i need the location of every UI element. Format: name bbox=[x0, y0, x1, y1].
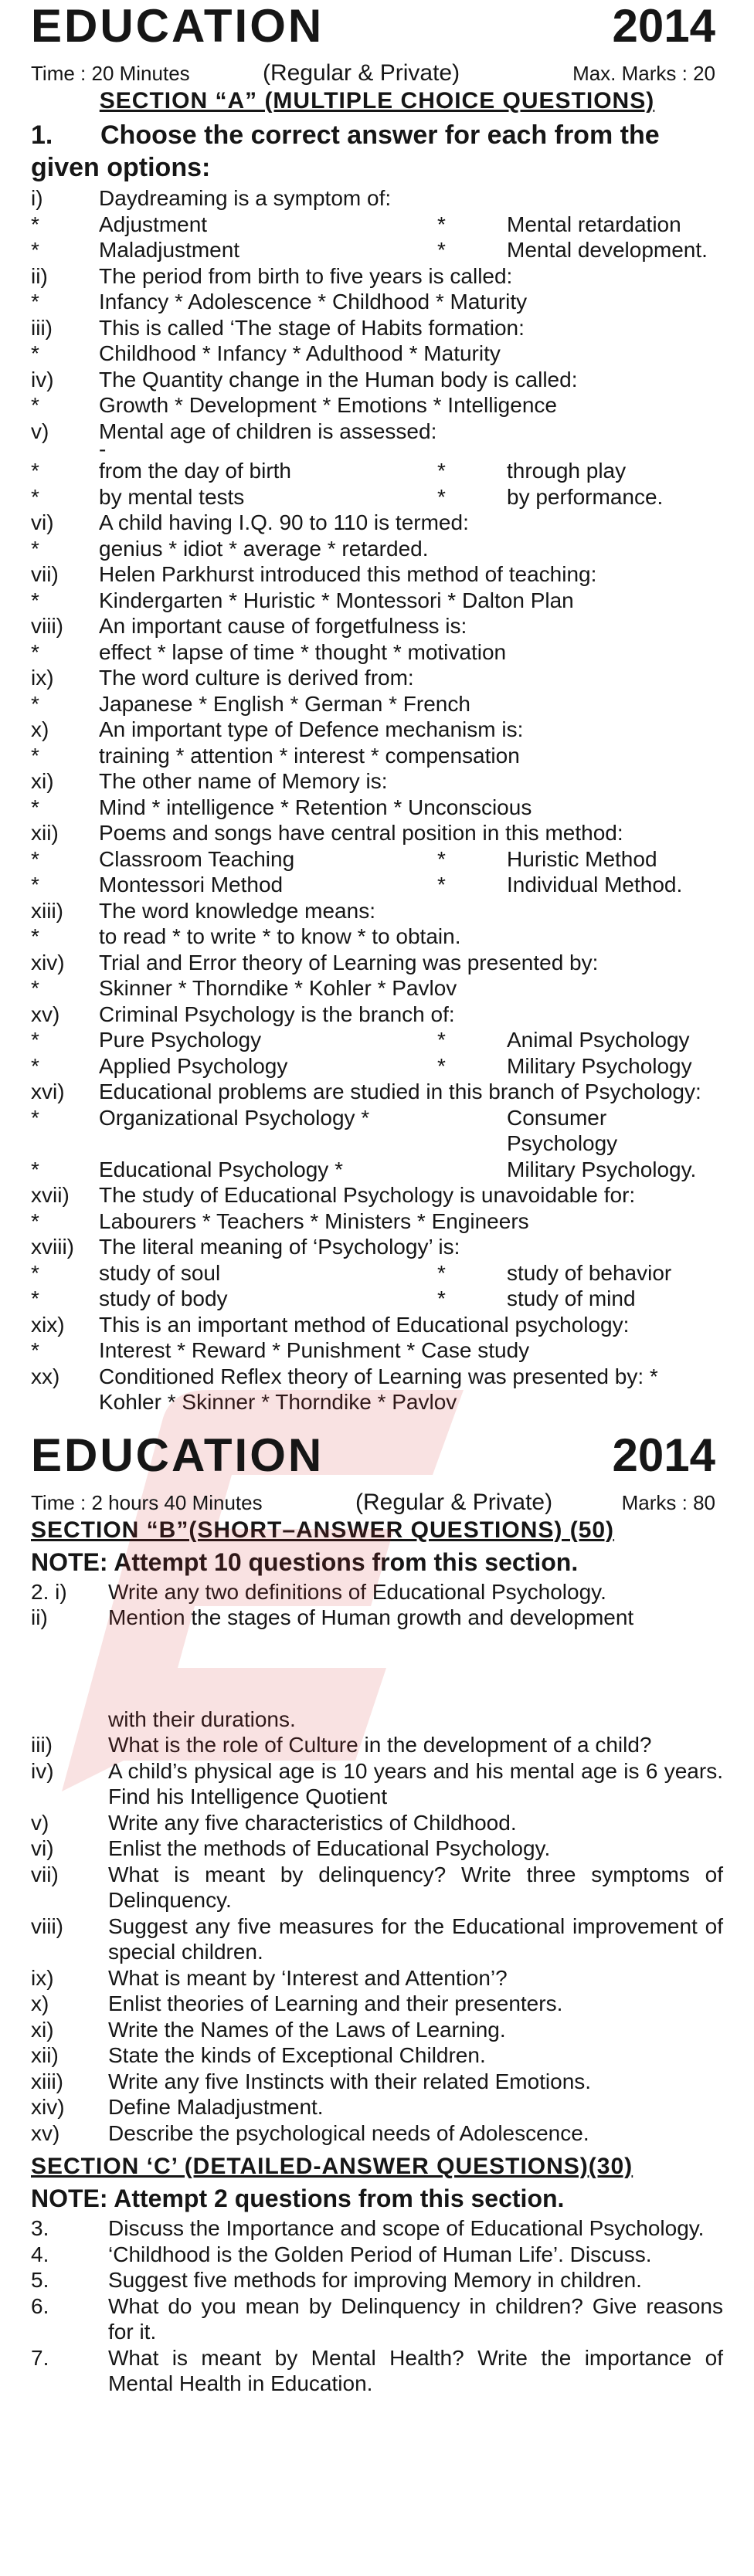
mcq-bullet: * bbox=[31, 743, 39, 768]
short-question bbox=[31, 2094, 723, 2120]
mcq-item-stem: An important type of Defence mechanism is: bbox=[99, 717, 524, 741]
mcq-options: training * attention * interest * compensation bbox=[99, 743, 520, 768]
mcq-item-label: xx) bbox=[31, 1364, 60, 1388]
mcq-bullet-b: * bbox=[437, 846, 446, 871]
question-1-number: 1. bbox=[31, 120, 53, 150]
mcq-bullet-b: * bbox=[437, 1286, 446, 1310]
mcq-options-row bbox=[31, 237, 723, 263]
short-question-label: v) bbox=[31, 1810, 49, 1835]
mcq-bullet: * bbox=[31, 639, 39, 664]
mcq-item bbox=[31, 1079, 723, 1105]
mcq-options-row bbox=[31, 1157, 723, 1183]
mcq-item-stem: An important cause of forgetfulness is: bbox=[99, 614, 467, 638]
mcq-item bbox=[31, 1002, 723, 1028]
mcq-item bbox=[31, 367, 723, 393]
mcq-options-row bbox=[31, 1286, 723, 1312]
short-question bbox=[31, 1732, 723, 1758]
mcq-item-stem: Mental age of children is assessed: bbox=[99, 419, 437, 443]
section-c-note: NOTE: Attempt 2 questions from this section. bbox=[31, 2185, 565, 2212]
short-question-text: Suggest any five measures for the Educational improvement of special children. bbox=[108, 1913, 723, 1964]
mcq-bullet: * bbox=[31, 1208, 39, 1233]
long-question bbox=[31, 2242, 723, 2268]
mcq-item-stem: The study of Educational Psychology is unavoidable for: bbox=[99, 1183, 636, 1207]
mcq-bullet: * bbox=[31, 484, 39, 509]
mcq-option-b: Military Psychology. bbox=[507, 1157, 697, 1181]
mcq-bullet: * bbox=[31, 1157, 39, 1181]
paper2-time: Time : 2 hours 40 Minutes bbox=[31, 1490, 263, 1514]
short-question-text: Write any five Instincts with their related Emotions. bbox=[108, 2069, 592, 2093]
mcq-item-label: i) bbox=[31, 186, 43, 210]
short-question-label: xv) bbox=[31, 2120, 60, 2145]
mcq-bullet: * bbox=[31, 393, 39, 417]
mcq-option-a: Organizational Psychology * bbox=[99, 1105, 370, 1130]
mcq-item bbox=[31, 185, 723, 212]
mcq-item-label: xiii) bbox=[31, 898, 63, 923]
mcq-options: Japanese * English * German * French bbox=[99, 691, 470, 716]
mcq-item bbox=[31, 510, 723, 536]
mcq-item-label: xi) bbox=[31, 769, 54, 793]
long-question bbox=[31, 2293, 723, 2345]
mcq-option-b: study of mind bbox=[507, 1286, 636, 1310]
mcq-item-stem: Daydreaming is a symptom of: bbox=[99, 186, 392, 210]
mcq-bullet: * bbox=[31, 691, 39, 716]
mcq-item bbox=[31, 665, 723, 691]
long-question-label: 4. bbox=[31, 2242, 49, 2266]
mcq-options: Kindergarten * Huristic * Montessori * Dalton Plan bbox=[99, 588, 574, 612]
mcq-item bbox=[31, 419, 723, 445]
mcq-bullet: * bbox=[31, 588, 39, 612]
mcq-bullet: * bbox=[31, 341, 39, 365]
mcq-item-label: xv) bbox=[31, 1002, 60, 1026]
short-question-label: iii) bbox=[31, 1733, 53, 1757]
short-question-text: A child’s physical age is 10 years and his mental age is 6 years. Find his Intelligence Quotient bbox=[108, 1758, 723, 1808]
mcq-item-stem: Criminal Psychology is the branch of: bbox=[99, 1002, 455, 1026]
mcq-item bbox=[31, 950, 723, 976]
short-question-text: Enlist theories of Learning and their presenters. bbox=[108, 1991, 563, 2015]
long-question-label: 7. bbox=[31, 2345, 49, 2370]
mcq-bullet: * bbox=[31, 873, 39, 897]
long-question-text: ‘Childhood is the Golden Period of Human Life’. Discuss. bbox=[108, 2242, 652, 2266]
mcq-item-stem: Conditioned Reflex theory of Learning was presented by: * Kohler * Skinner * Thorndike * Pavlov bbox=[99, 1364, 658, 1414]
mcq-option-a: Classroom Teaching bbox=[99, 846, 295, 871]
section-c-heading: SECTION ‘C’ (DETAILED-ANSWER QUESTIONS)(30) bbox=[31, 2154, 633, 2179]
short-question-label: viii) bbox=[31, 1913, 63, 1938]
mcq-bullet-b bbox=[437, 1105, 507, 1157]
mcq-options-row bbox=[31, 924, 723, 950]
mcq-bullet: * bbox=[31, 290, 39, 314]
short-question bbox=[31, 2069, 723, 2095]
mcq-options-row bbox=[31, 1053, 723, 1080]
mcq-options: Childhood * Infancy * Adulthood * Maturity bbox=[99, 341, 501, 365]
long-question bbox=[31, 2345, 723, 2397]
mcq-option-b: through play bbox=[507, 459, 627, 483]
short-question-label: xi) bbox=[31, 2017, 54, 2042]
mcq-item bbox=[31, 1182, 723, 1208]
mcq-item-stem: The Quantity change in the Human body is called: bbox=[99, 367, 578, 391]
mcq-bullet: * bbox=[31, 459, 39, 483]
mcq-options-row bbox=[31, 289, 723, 315]
short-question bbox=[31, 1810, 723, 1836]
mcq-options-row bbox=[31, 691, 723, 717]
mcq-options-row bbox=[31, 743, 723, 769]
mcq-option-a: study of body bbox=[99, 1286, 228, 1310]
short-question-label: iv) bbox=[31, 1758, 54, 1783]
mcq-item-stem: The literal meaning of ‘Psychology’ is: bbox=[99, 1235, 460, 1259]
mcq-item-stem: Helen Parkhurst introduced this method of teaching: bbox=[99, 562, 597, 586]
mcq-bullet: * bbox=[31, 976, 39, 1000]
mcq-option-a: Adjustment bbox=[99, 212, 208, 236]
mcq-item-stem: The word culture is derived from: bbox=[99, 666, 414, 690]
mcq-bullet-b: * bbox=[437, 459, 446, 483]
mcq-option-b: Individual Method. bbox=[507, 873, 683, 897]
paper1-header bbox=[31, 0, 723, 57]
long-question-label: 3. bbox=[31, 2216, 49, 2240]
mcq-item bbox=[31, 820, 723, 846]
short-question-label: ii) bbox=[31, 1605, 48, 1629]
paper2-mode: (Regular & Private) bbox=[355, 1489, 553, 1515]
mcq-options: Infancy * Adolescence * Childhood * Maturity bbox=[99, 290, 528, 314]
mcq-item bbox=[31, 1234, 723, 1260]
paper1-title: EDUCATION bbox=[31, 0, 324, 52]
long-question-text: Discuss the Importance and scope of Educational Psychology. bbox=[108, 2216, 705, 2240]
mcq-item-label: xviii) bbox=[31, 1235, 74, 1259]
mcq-bullet: * bbox=[31, 1053, 39, 1078]
short-question-text: What is meant by ‘Interest and Attention’? bbox=[108, 1965, 508, 1990]
mcq-item bbox=[31, 315, 723, 341]
mcq-options-row bbox=[31, 795, 723, 821]
paper2-header bbox=[31, 1429, 723, 1486]
paper2-meta bbox=[31, 1486, 723, 1517]
short-question-continuation bbox=[31, 1707, 723, 1733]
mcq-bullet-b: * bbox=[437, 1028, 446, 1052]
mcq-bullet: * bbox=[31, 212, 39, 236]
mcq-options: Skinner * Thorndike * Kohler * Pavlov bbox=[99, 976, 457, 1000]
mcq-item-label: iv) bbox=[31, 367, 54, 391]
short-question bbox=[31, 1579, 723, 1605]
mcq-bullet: * bbox=[31, 1286, 39, 1310]
mcq-item-stem: Educational problems are studied in this branch of Psychology: bbox=[99, 1080, 701, 1103]
mcq-options-row bbox=[31, 1027, 723, 1053]
short-question-text: Write the Names of the Laws of Learning. bbox=[108, 2017, 506, 2042]
mcq-bullet-b: * bbox=[437, 212, 446, 236]
short-question bbox=[31, 1991, 723, 2017]
mcq-item bbox=[31, 263, 723, 290]
paper2-title: EDUCATION bbox=[31, 1429, 324, 1481]
mcq-item-label: xii) bbox=[31, 821, 59, 845]
mcq-item-label: ii) bbox=[31, 263, 48, 288]
section-a-heading: SECTION “A” (MULTIPLE CHOICE QUESTIONS) bbox=[99, 88, 655, 114]
short-question-text: State the kinds of Exceptional Children. bbox=[108, 2043, 486, 2067]
short-question bbox=[31, 1758, 723, 1810]
mcq-item-dash-text: - bbox=[99, 437, 107, 461]
mcq-bullet-b: * bbox=[437, 1260, 446, 1285]
paper1-time: Time : 20 Minutes bbox=[31, 62, 190, 85]
long-question-text: What do you mean by Delinquency in children? Give reasons for it. bbox=[108, 2293, 723, 2344]
short-question bbox=[31, 1862, 723, 1913]
question-1-text: Choose the correct answer for each from the given options: bbox=[31, 120, 660, 182]
short-question-cont-text: with their durations. bbox=[108, 1707, 296, 1731]
mcq-options: genius * idiot * average * retarded. bbox=[99, 536, 429, 561]
mcq-item-label: viii) bbox=[31, 614, 63, 638]
paper2-year: 2014 bbox=[612, 1429, 715, 1481]
mcq-bullet: * bbox=[31, 846, 39, 871]
mcq-item bbox=[31, 1312, 723, 1338]
mcq-options-row bbox=[31, 872, 723, 898]
section-b-note: NOTE: Attempt 10 questions from this section. bbox=[31, 1547, 579, 1576]
mcq-item bbox=[31, 768, 723, 795]
mcq-options-row bbox=[31, 341, 723, 367]
mcq-item-label: xvii) bbox=[31, 1183, 70, 1207]
short-question-text: Write any five characteristics of Childhood. bbox=[108, 1810, 517, 1835]
short-question-label: ix) bbox=[31, 1965, 54, 1990]
short-question-label: xiv) bbox=[31, 2095, 65, 2119]
long-question-label: 5. bbox=[31, 2268, 49, 2292]
mcq-item bbox=[31, 561, 723, 588]
short-question-text: Define Maladjustment. bbox=[108, 2095, 324, 2119]
mcq-bullet: * bbox=[31, 1028, 39, 1052]
short-question bbox=[31, 2120, 723, 2147]
mcq-option-b: by performance. bbox=[507, 484, 664, 509]
mcq-item-stem: This is an important method of Educational psychology: bbox=[99, 1312, 630, 1337]
mcq-option-b: study of behavior bbox=[507, 1260, 672, 1285]
mcq-item-label: x) bbox=[31, 717, 49, 741]
mcq-bullet-b: * bbox=[437, 484, 446, 509]
paper1-meta bbox=[31, 57, 723, 88]
mcq-option-a: from the day of birth bbox=[99, 459, 292, 483]
paper1-mode: (Regular & Private) bbox=[263, 60, 460, 86]
short-question-label: xiii) bbox=[31, 2069, 63, 2093]
mcq-option-b: Military Psychology bbox=[507, 1053, 692, 1078]
short-question-list bbox=[31, 1579, 723, 2147]
long-question-list bbox=[31, 2215, 723, 2397]
short-question-label: x) bbox=[31, 1991, 49, 2015]
mcq-option-a: Educational Psychology * bbox=[99, 1157, 343, 1181]
long-question bbox=[31, 2215, 723, 2242]
mcq-bullet-b: * bbox=[437, 1053, 446, 1078]
mcq-bullet-b: * bbox=[437, 238, 446, 262]
mcq-item-stem: The period from birth to five years is called: bbox=[99, 263, 513, 288]
long-question-label: 6. bbox=[31, 2293, 49, 2318]
mcq-options-row bbox=[31, 484, 723, 510]
mcq-options: Growth * Development * Emotions * Intelligence bbox=[99, 393, 557, 417]
mcq-options-row bbox=[31, 588, 723, 614]
mcq-options-row bbox=[31, 212, 723, 238]
section-b-body bbox=[31, 1547, 723, 2397]
mcq-item-label: xix) bbox=[31, 1312, 65, 1337]
long-question-text: What is meant by Mental Health? Write the importance of Mental Health in Education. bbox=[108, 2345, 723, 2395]
mcq-item bbox=[31, 613, 723, 639]
short-question bbox=[31, 1835, 723, 1862]
mcq-item-label: ix) bbox=[31, 666, 54, 690]
short-question-text: Mention the stages of Human growth and development bbox=[108, 1605, 634, 1629]
paper1-year: 2014 bbox=[612, 0, 715, 52]
short-question-label: xii) bbox=[31, 2043, 59, 2067]
mcq-item-label: xvi) bbox=[31, 1080, 65, 1103]
mcq-options: Interest * Reward * Punishment * Case study bbox=[99, 1338, 530, 1362]
mcq-item-stem: Poems and songs have central position in this method: bbox=[99, 821, 623, 845]
short-question-text: Describe the psychological needs of Adolescence. bbox=[108, 2120, 589, 2145]
mcq-item-label: xiv) bbox=[31, 950, 65, 974]
mcq-options: Labourers * Teachers * Ministers * Engineers bbox=[99, 1208, 529, 1233]
mcq-item-stem: The other name of Memory is: bbox=[99, 769, 388, 793]
question-1-instruction bbox=[31, 119, 723, 184]
mcq-item bbox=[31, 898, 723, 924]
mcq-bullet: * bbox=[31, 1260, 39, 1285]
mcq-bullet: * bbox=[31, 238, 39, 262]
mcq-options-row bbox=[31, 1105, 723, 1157]
mcq-bullet-b bbox=[437, 1157, 507, 1183]
mcq-options-row bbox=[31, 639, 723, 666]
mcq-item bbox=[31, 717, 723, 743]
section-b-heading: SECTION “B”(SHORT–ANSWER QUESTIONS) (50) bbox=[31, 1517, 615, 1543]
short-spacer bbox=[31, 1707, 108, 1733]
mcq-item-label: vi) bbox=[31, 510, 54, 534]
mcq-options: to read * to write * to know * to obtain. bbox=[99, 924, 461, 948]
mcq-item-label: vii) bbox=[31, 562, 59, 586]
mcq-spacer bbox=[31, 444, 99, 458]
mcq-bullet: * bbox=[31, 536, 39, 561]
answer-blank-space bbox=[31, 1631, 723, 1707]
mcq-bullet-b: * bbox=[437, 873, 446, 897]
mcq-option-a: study of soul bbox=[99, 1260, 221, 1285]
paper1-marks: Max. Marks : 20 bbox=[572, 62, 715, 85]
mcq-options-row bbox=[31, 846, 723, 873]
mcq-item-stem: The word knowledge means: bbox=[99, 898, 375, 923]
mcq-option-a: Maladjustment bbox=[99, 238, 240, 262]
mcq-option-a: Pure Psychology bbox=[99, 1028, 262, 1052]
mcq-bullet: * bbox=[31, 1338, 39, 1362]
mcq-item-stem: Trial and Error theory of Learning was presented by: bbox=[99, 950, 599, 974]
short-question-label: vii) bbox=[31, 1862, 59, 1886]
short-question-text: What is meant by delinquency? Write three symptoms of Delinquency. bbox=[108, 1862, 723, 1912]
short-question bbox=[31, 1605, 723, 1631]
mcq-bullet: * bbox=[31, 795, 39, 819]
short-question bbox=[31, 1913, 723, 1965]
mcq-option-a: Montessori Method bbox=[99, 873, 284, 897]
long-question-text: Suggest five methods for improving Memory in children. bbox=[108, 2268, 642, 2292]
short-question-label: 2. i) bbox=[31, 1579, 67, 1604]
mcq-option-a: by mental tests bbox=[99, 484, 245, 509]
mcq-bullet: * bbox=[31, 924, 39, 948]
mcq-options-row bbox=[31, 392, 723, 419]
short-question-text: Write any two definitions of Educational Psychology. bbox=[108, 1579, 606, 1604]
mcq-item-label: iii) bbox=[31, 315, 53, 340]
mcq-option-b: Consumer Psychology bbox=[507, 1105, 618, 1155]
mcq-item-label: v) bbox=[31, 419, 49, 443]
mcq-options-row bbox=[31, 536, 723, 562]
mcq-bullet: * bbox=[31, 1105, 39, 1130]
mcq-option-b: Huristic Method bbox=[507, 846, 657, 871]
mcq-list bbox=[31, 185, 723, 1415]
paper2-marks: Marks : 80 bbox=[621, 1490, 715, 1514]
mcq-option-b: Mental development. bbox=[507, 238, 708, 262]
short-question bbox=[31, 2042, 723, 2069]
mcq-options-row bbox=[31, 458, 723, 484]
long-question bbox=[31, 2267, 723, 2293]
mcq-option-b: Animal Psychology bbox=[507, 1028, 690, 1052]
mcq-options-row bbox=[31, 1337, 723, 1364]
short-question-text: Enlist the methods of Educational Psychology. bbox=[108, 1836, 551, 1860]
mcq-item bbox=[31, 1364, 723, 1415]
short-question bbox=[31, 2017, 723, 2043]
mcq-item-dash bbox=[31, 437, 723, 461]
short-question bbox=[31, 1965, 723, 1991]
mcq-options-row bbox=[31, 975, 723, 1002]
short-question-text: What is the role of Culture in the development of a child? bbox=[108, 1733, 652, 1757]
short-question-label: vi) bbox=[31, 1836, 54, 1860]
mcq-item-stem: This is called ‘The stage of Habits formation: bbox=[99, 315, 525, 340]
mcq-option-a: Applied Psychology bbox=[99, 1053, 288, 1078]
mcq-options: effect * lapse of time * thought * motivation bbox=[99, 639, 507, 664]
mcq-options: Mind * intelligence * Retention * Unconscious bbox=[99, 795, 532, 819]
mcq-option-b: Mental retardation bbox=[507, 212, 681, 236]
mcq-item-stem: A child having I.Q. 90 to 110 is termed: bbox=[99, 510, 469, 534]
mcq-options-row bbox=[31, 1260, 723, 1286]
mcq-options-row bbox=[31, 1208, 723, 1235]
